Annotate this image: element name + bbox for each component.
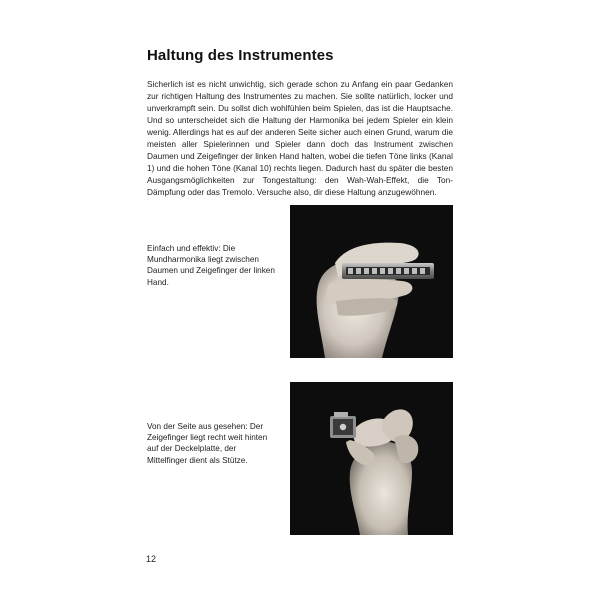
- photo-caption-front: Einfach und effektiv: Die Mundharmonika liegt zwischen Daumen und Zeigefinger der linken Hand.: [147, 244, 275, 287]
- photo-caption-side: Von der Seite aus gesehen: Der Zeigefinger liegt recht weit hinten auf der Deckelplatte, der Mittelfinger dient als Stütze.: [147, 422, 268, 465]
- hand-holding-harmonica-side-photo: [290, 382, 453, 535]
- body-paragraph: Sicherlich ist es nicht unwichtig, sich gerade schon zu Anfang ein paar Gedanken zur richtigen Haltung des Instrumentes zu machen. Sie sollte natürlich, locker und unverkrampft sein. Du sollst dich wohlfühlen beim Spielen, das ist die Hauptsache. Und so unterscheidet sich die Haltung der Harmonika bei jedem Spieler ein klein wenig. Allerdings hat es auf der anderen Seite sicher auch einen Grund, warum die meisten aller Spielerinnen und Spieler dann doch das Instrument zwischen Daumen und Zeigefinger der linken Hand halten, wobei die tiefen Töne links (Kanal 1) und die hohen Töne (Kanal 10) rechts liegen. Dadurch hast du später die besten Ausgangsmöglichkeiten zur Tongestaltung: den Wah-Wah-Effekt, die Ton-Dämpfung oder das Tremolo. Versuche also, dir diese Haltung anzugewöhnen.: [147, 79, 453, 197]
- photo-harmonica-front: [290, 205, 453, 358]
- page-title: Haltung des Instrumentes: [147, 47, 334, 64]
- hand-holding-harmonica-front-photo: [290, 205, 453, 358]
- photo-harmonica-side: [290, 382, 453, 535]
- page-number: 12: [146, 554, 157, 564]
